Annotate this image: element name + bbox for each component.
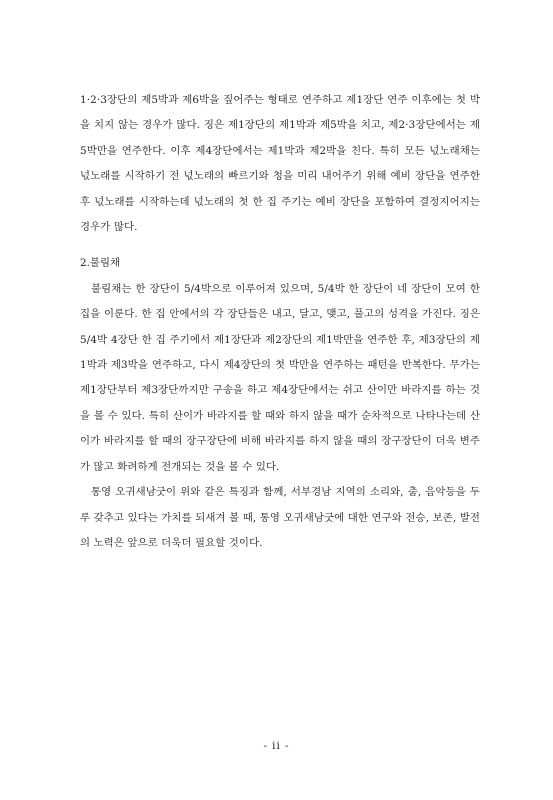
section-heading-2: 2.불림채 xyxy=(80,257,121,270)
paragraph-2: 불림채는 한 장단이 5/4박으로 이루어져 있으며, 5/4박 한 장단이 네 장단이 모여 한 집을 이룬다. 한 집 안에서의 각 장단들은 내고, 달고, 맺고, 풀고의 성격을 가진다. 징은 5/4박 4장단 한 집 주기에서 제1장단과 제2장단의 제1박만을 연주한 후, 제3장단의 제1박과 제3박을 연주하고, 다시 제4장단의 첫 박만을 연주하는 패턴을 반복한다. 무가는 제1장단부터 제3장단까지만 구송을 하고 제4장단에서는 쉬고 산이만 바라지를 하는 것을 볼 수 있다. 특히 산이가 바라지를 할 때와 하지 않을 때가 순차적으로 나타나는데 산이가 바라지를 할 때의 장구장단에 비해 바라지를 하지 않을 때의 장구장단이 더욱 변주가 많고 화려하게 전개되는 것을 볼 수 있다. xyxy=(80,282,480,473)
document-body xyxy=(80,88,480,556)
paragraph-3: 통영 오귀새남굿이 위와 같은 특징과 함께, 서부경남 지역의 소리와, 춤, 음악등을 두루 갖추고 있다는 가치를 되새겨 볼 때, 통영 오귀새남굿에 대한 연구와 전승, 보존, 발전의 노력은 앞으로 더욱더 필요할 것이다. xyxy=(80,486,480,549)
page-number: - ii - xyxy=(263,740,290,752)
paragraph-1: 1·2·3장단의 제5박과 제6박을 짚어주는 형태로 연주하고 제1장단 연주 이후에는 첫 박을 치지 않는 경우가 많다. 징은 제1장단의 제1박과 제5박을 치고, 제2·3장단에서는 제5박만을 연주한다. 이후 제4장단에서는 제1박과 제2박을 친다. 특히 모든 넋노래채는 넋노래를 시작하기 전 넋노래의 빠르기와 청을 미리 내어주기 위해 예비 장단을 연주한 후 넋노래를 시작하는데 넋노래의 첫 한 집 주기는 예비 장단을 포함하여 결정지어지는 경우가 많다. xyxy=(80,94,480,234)
